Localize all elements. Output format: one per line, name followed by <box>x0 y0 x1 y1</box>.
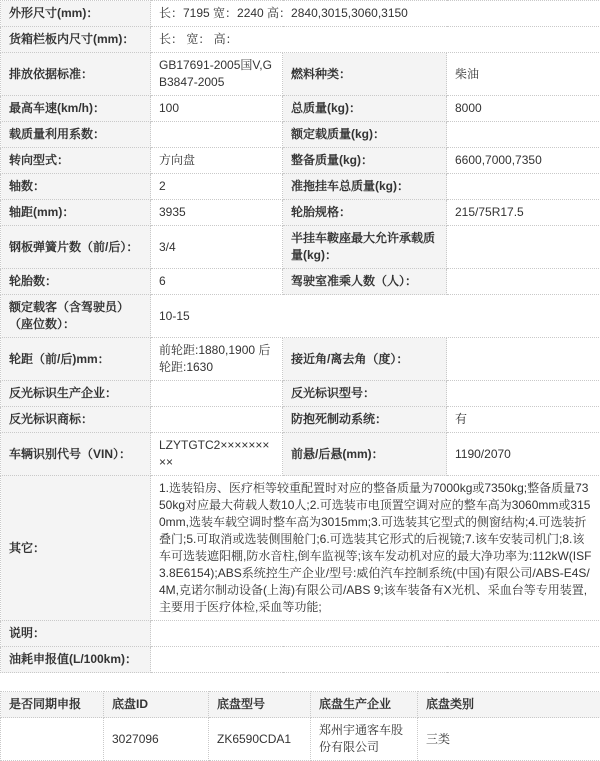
chassis-model-cell: ZK6590CDA1 <box>209 718 311 761</box>
spec-value <box>447 338 600 381</box>
spec-value: 100 <box>151 96 283 122</box>
spec-label: 排放依据标准： <box>1 53 151 96</box>
spec-label: 外形尺寸(mm)： <box>1 1 151 27</box>
spec-label: 轴距(mm)： <box>1 200 151 226</box>
spec-label: 准拖挂车总质量(kg)： <box>283 174 447 200</box>
spec-label: 轮胎数： <box>1 269 151 295</box>
chassis-category-cell: 三类 <box>418 718 600 761</box>
spec-label: 防抱死制动系统： <box>283 407 447 433</box>
spec-label: 轮距（前/后)mm： <box>1 338 151 381</box>
spec-value <box>151 407 283 433</box>
spec-value <box>151 122 283 148</box>
spec-value: 1.选装铅房、医疗柜等较重配置时对应的整备质量为7000kg或7350kg;整备质量7350kg对应最大荷载人数10人;2.可选装市电顶置空调对应的整车高为3060mm或3150mm,选装车载空调时整车高为3015mm;3.可选装其它型式的侧窗结构;4.可选装折叠门;5.可取消或选装侧围舱门;6.可选装其它形式的后视镜;7.该车安装司机门;8.该车可选装遮阳棚,防水音柱,倒车监视等;该车发动机对应的最大净功率为:112kW(ISF3.8E6154);ABS系统控生产企业/型号:威伯汽车控制系统(中国)有限公司/ABS-E4S/4M,克诺尔制动设备(上海)有限公司/ABS 9;该车装备有X光机、采血台等专用装置,主要用于医疗体检,采血等功能; <box>151 476 600 621</box>
spec-value <box>447 226 600 269</box>
spec-value <box>151 381 283 407</box>
spec-row-other <box>1 476 600 621</box>
chassis-manufacturer-cell: 郑州宇通客车股份有限公司 <box>311 718 418 761</box>
spec-row-load-ratio-rated-load <box>1 122 600 148</box>
spec-row-remarks <box>1 621 600 647</box>
chassis-header-row <box>1 692 600 718</box>
spec-label: 前悬/后悬(mm)： <box>283 433 447 476</box>
spec-label: 整备质量(kg)： <box>283 148 447 174</box>
chassis-header-manufacturer: 底盘生产企业 <box>311 692 418 718</box>
spec-value: 6 <box>151 269 283 295</box>
spec-value: 8000 <box>447 96 600 122</box>
spec-value <box>447 381 600 407</box>
spec-value: 长：7195 宽：2240 高：2840,3015,3060,3150 <box>151 1 600 27</box>
spec-label: 燃料种类： <box>283 53 447 96</box>
spec-value <box>151 647 600 673</box>
chassis-header-category: 底盘类别 <box>418 692 600 718</box>
chassis-header-declare: 是否同期申报 <box>1 692 104 718</box>
spec-label: 额定载质量(kg)： <box>283 122 447 148</box>
spec-value: 3/4 <box>151 226 283 269</box>
spec-label: 车辆识别代号（VIN）： <box>1 433 151 476</box>
spec-row-rated-passengers <box>1 295 600 338</box>
chassis-declare-cell <box>1 718 104 761</box>
spec-value: 6600,7000,7350 <box>447 148 600 174</box>
chassis-table <box>0 691 600 761</box>
spec-label: 载质量利用系数： <box>1 122 151 148</box>
chassis-id-cell: 3027096 <box>104 718 209 761</box>
spec-value: GB17691-2005国V,GB3847-2005 <box>151 53 283 96</box>
spec-label: 其它： <box>1 476 151 621</box>
spec-label: 轴数： <box>1 174 151 200</box>
spec-label: 最高车速(km/h)： <box>1 96 151 122</box>
spec-value: 3935 <box>151 200 283 226</box>
spec-label: 油耗申报值(L/100km)： <box>1 647 151 673</box>
spec-value: 215/75R17.5 <box>447 200 600 226</box>
spec-label: 反光标识型号： <box>283 381 447 407</box>
spec-label: 反光标识生产企业： <box>1 381 151 407</box>
spec-value: 2 <box>151 174 283 200</box>
spec-row-emission-fuel <box>1 53 600 96</box>
spec-row-vin-overhang <box>1 433 600 476</box>
spec-row-dimensions <box>1 1 600 27</box>
spec-value <box>447 174 600 200</box>
spec-row-tire-count-cab-seats <box>1 269 600 295</box>
spec-value: 1190/2070 <box>447 433 600 476</box>
spec-value: LZYTGTC2××××××××× <box>151 433 283 476</box>
spec-row-axles-trailer-mass <box>1 174 600 200</box>
spec-value <box>151 621 600 647</box>
spec-row-speed-gross-mass <box>1 96 600 122</box>
chassis-data-row <box>1 718 600 761</box>
spec-value: 有 <box>447 407 600 433</box>
spec-label: 额定载客（含驾驶员）（座位数）： <box>1 295 151 338</box>
spec-value: 方向盘 <box>151 148 283 174</box>
spec-value: 10-15 <box>151 295 600 338</box>
spec-label: 轮胎规格： <box>283 200 447 226</box>
spec-label: 总质量(kg)： <box>283 96 447 122</box>
spec-label: 半挂车鞍座最大允许承载质量(kg)： <box>283 226 447 269</box>
spec-row-springs-saddle-load <box>1 226 600 269</box>
spec-value: 长： 宽： 高： <box>151 27 600 53</box>
spec-value <box>447 122 600 148</box>
chassis-header-model: 底盘型号 <box>209 692 311 718</box>
spec-row-reflector-brand-abs <box>1 407 600 433</box>
spec-row-reflector-maker-model <box>1 381 600 407</box>
spec-label: 说明： <box>1 621 151 647</box>
spec-label: 接近角/离去角（度）： <box>283 338 447 381</box>
spec-value: 前轮距:1880,1900 后轮距:1630 <box>151 338 283 381</box>
spec-row-steering-curb-mass <box>1 148 600 174</box>
spec-value: 柴油 <box>447 53 600 96</box>
spec-row-cargo-box <box>1 27 600 53</box>
spec-value <box>447 269 600 295</box>
spec-label: 驾驶室准乘人数（人）： <box>283 269 447 295</box>
spec-label: 货箱栏板内尺寸(mm)： <box>1 27 151 53</box>
spec-row-fuel-consumption <box>1 647 600 673</box>
chassis-header-id: 底盘ID <box>104 692 209 718</box>
spec-label: 转向型式： <box>1 148 151 174</box>
spec-row-wheelbase-tire-spec <box>1 200 600 226</box>
spec-label: 反光标识商标： <box>1 407 151 433</box>
spec-label: 钢板弹簧片数（前/后）： <box>1 226 151 269</box>
spec-row-track-approach-angle <box>1 338 600 381</box>
